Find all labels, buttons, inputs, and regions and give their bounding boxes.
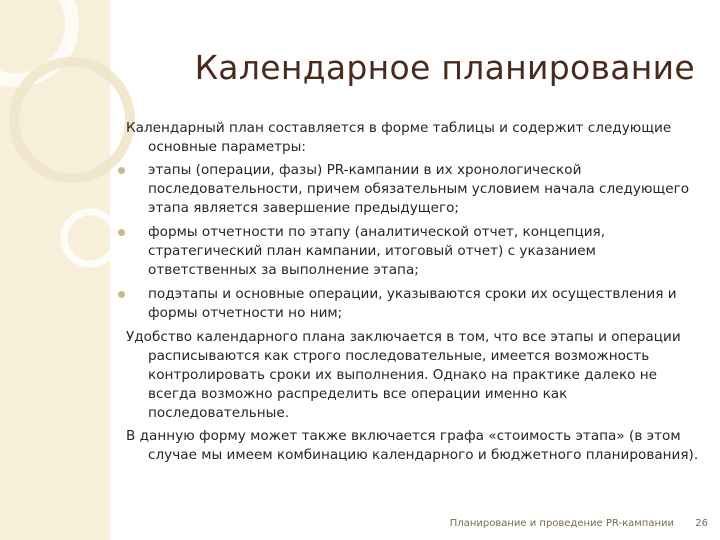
advantage-paragraph: Удобство календарного плана заключается в том, что все этапы и операции расписываются как строго последовательные, имеется возможность контролировать сроки их выполнения. Однако на практике далеко не всегда возможно распределить все операции именно как последовательные. (126, 329, 681, 421)
bullet-icon (118, 167, 125, 174)
intro-paragraph: Календарный план составляется в форме таблицы и содержит следующие основные параметры: (126, 120, 672, 155)
footer-caption: Планирование и проведение PR-кампании (449, 518, 674, 529)
slide-title: Календарное планирование (194, 48, 695, 87)
list-item-text: подэтапы и основные операции, указываются сроки их осуществления и формы отчетности но ним; (148, 286, 677, 321)
list-item-text: формы отчетности по этапу (аналитической отчет, концепция, стратегический план кампании, итоговый отчет) с указанием ответственных за выполнение этапа; (148, 224, 606, 278)
bullet-icon (118, 291, 125, 298)
cost-paragraph: В данную форму может также включается графа «стоимость этапа» (в этом случае мы имеем комбинацию календарного и бюджетного планирования). (126, 428, 699, 463)
list-item (126, 285, 706, 323)
page-number: 26 (695, 518, 708, 529)
bullet-icon (118, 229, 125, 236)
list-item (126, 223, 706, 280)
list-item-text: этапы (операции, фазы) PR-кампании в их хронологической последовательности, причем обязательным условием начала следующего этапа является завершение предыдущего; (148, 162, 690, 216)
slide-footer (0, 518, 720, 536)
parameter-list (126, 161, 706, 323)
slide-body (126, 119, 706, 469)
list-item (126, 161, 706, 218)
